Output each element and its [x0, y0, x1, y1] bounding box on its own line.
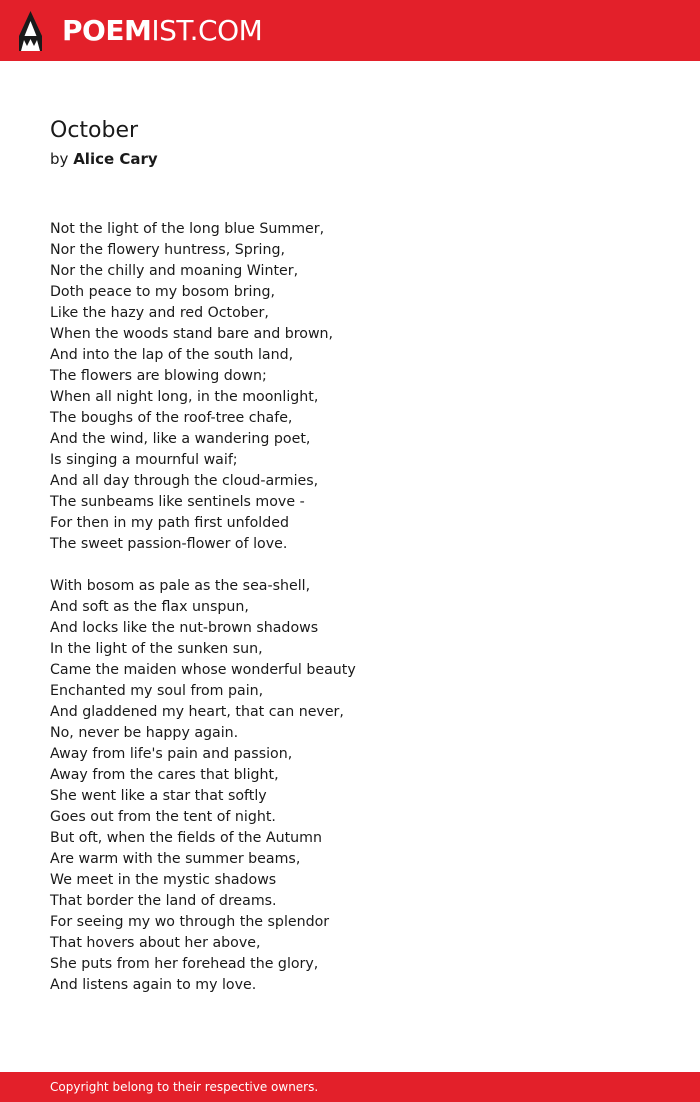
poem-line: And listens again to my love.	[50, 977, 257, 993]
stanza-break	[50, 555, 356, 576]
poem-line: Goes out from the tent of night.	[50, 809, 276, 825]
poem-line: She puts from her forehead the glory,	[50, 956, 319, 972]
site-logo[interactable]	[62, 13, 262, 49]
logo-bold-text: POEM	[62, 14, 152, 47]
logo-light-text: IST.COM	[151, 14, 263, 47]
pencil-tip-icon	[18, 10, 43, 52]
poem-line: For then in my path first unfolded	[50, 515, 289, 531]
poem-byline	[50, 148, 158, 170]
poem-line: Nor the chilly and moaning Winter,	[50, 263, 299, 279]
poem-line: That hovers about her above,	[50, 935, 261, 951]
poem-line: No, never be happy again.	[50, 725, 239, 741]
poem-line: Away from life's pain and passion,	[50, 746, 293, 762]
poem-line: The boughs of the roof-tree chafe,	[50, 410, 293, 426]
poem-line: But oft, when the fields of the Autumn	[50, 830, 322, 846]
poem-line: Is singing a mournful waif;	[50, 452, 238, 468]
by-label: by	[50, 150, 69, 168]
poem-line: For seeing my wo through the splendor	[50, 914, 330, 930]
poem-line: In the light of the sunken sun,	[50, 641, 263, 657]
site-footer	[0, 1072, 700, 1102]
poem-line: And into the lap of the south land,	[50, 347, 294, 363]
poem-line: When all night long, in the moonlight,	[50, 389, 319, 405]
poem-line: Doth peace to my bosom bring,	[50, 284, 275, 300]
poem-line: Nor the flowery huntress, Spring,	[50, 242, 286, 258]
poem-line: The sweet passion-flower of love.	[50, 536, 288, 552]
poem-line: We meet in the mystic shadows	[50, 872, 277, 888]
poem-line: Came the maiden whose wonderful beauty	[50, 662, 356, 678]
poem-stanza	[50, 219, 356, 555]
poem-line: That border the land of dreams.	[50, 893, 277, 909]
poem-line: The flowers are blowing down;	[50, 368, 267, 384]
poem-line: She went like a star that softly	[50, 788, 267, 804]
poem-line: When the woods stand bare and brown,	[50, 326, 334, 342]
poem-line: Like the hazy and red October,	[50, 305, 269, 321]
poem-author: Alice Cary	[73, 150, 158, 168]
poem-line: Not the light of the long blue Summer,	[50, 221, 325, 237]
poem-body	[50, 219, 356, 996]
poem-line: Away from the cares that blight,	[50, 767, 279, 783]
copyright-notice: Copyright belong to their respective owners.	[50, 1080, 319, 1094]
poem-line: And gladdened my heart, that can never,	[50, 704, 344, 720]
poem-line: Enchanted my soul from pain,	[50, 683, 264, 699]
poem-title: October	[50, 118, 139, 143]
poem-line: Are warm with the summer beams,	[50, 851, 301, 867]
poem-line: With bosom as pale as the sea-shell,	[50, 578, 311, 594]
poem-line: And locks like the nut-brown shadows	[50, 620, 319, 636]
poem-line: And the wind, like a wandering poet,	[50, 431, 311, 447]
poem-line: And all day through the cloud-armies,	[50, 473, 319, 489]
poem-stanza	[50, 576, 356, 996]
site-header	[0, 0, 700, 61]
poem-line: And soft as the flax unspun,	[50, 599, 249, 615]
poem-line: The sunbeams like sentinels move -	[50, 494, 305, 510]
